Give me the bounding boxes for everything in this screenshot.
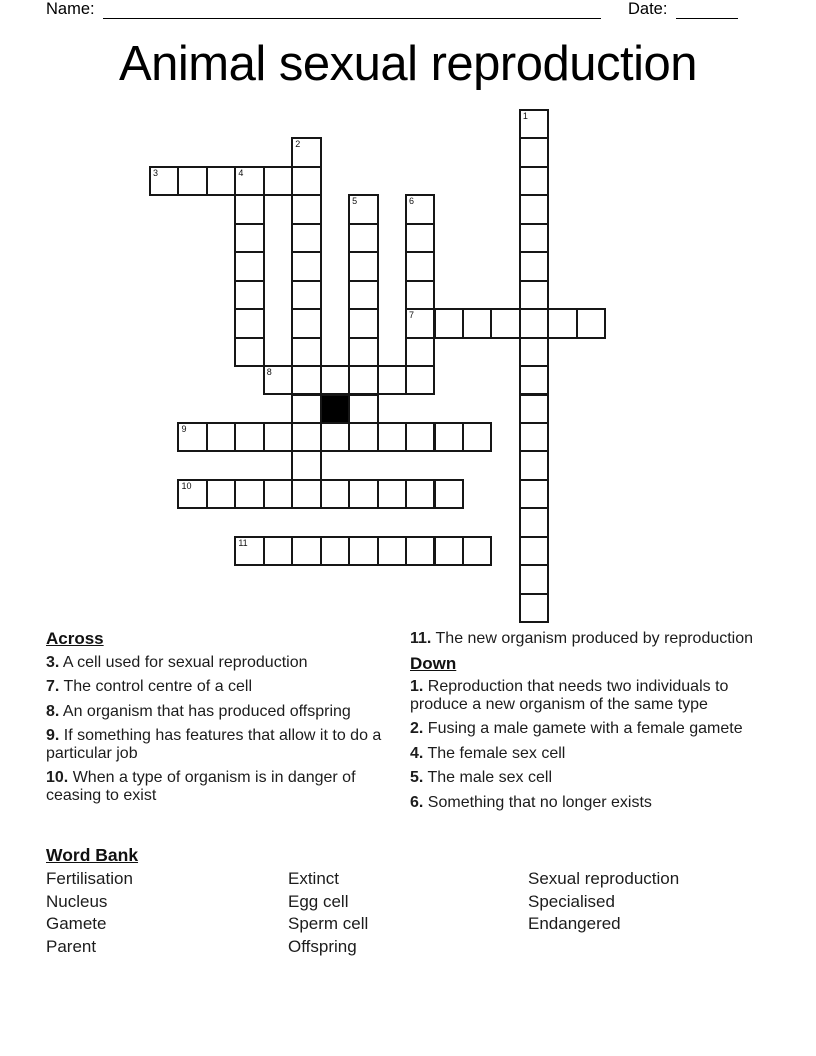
grid-cell[interactable]: [519, 251, 549, 281]
grid-cell[interactable]: [348, 422, 378, 452]
grid-cell[interactable]: [519, 280, 549, 310]
word-bank-item: Extinct: [288, 869, 340, 888]
grid-cell-number: 2: [295, 139, 301, 150]
grid-cell[interactable]: [291, 166, 321, 196]
grid-cell[interactable]: [462, 308, 492, 338]
grid-cell[interactable]: [348, 536, 378, 566]
grid-cell[interactable]: [519, 450, 549, 480]
grid-cell[interactable]: [405, 365, 435, 395]
word-bank-heading: Word Bank: [46, 845, 139, 865]
grid-cell-number: 6: [409, 196, 415, 207]
grid-cell[interactable]: [519, 223, 549, 253]
grid-cell[interactable]: [405, 251, 435, 281]
grid-cell[interactable]: [206, 166, 236, 196]
grid-cell-number: 1: [522, 111, 528, 121]
name-label: Name:: [46, 0, 95, 18]
clue-number: 8.: [46, 702, 60, 720]
grid-cell[interactable]: [206, 479, 236, 509]
word-bank-columns: [46, 868, 766, 963]
grid-cell[interactable]: [462, 422, 492, 452]
grid-cell[interactable]: [519, 422, 549, 452]
grid-cell[interactable]: [434, 536, 464, 566]
grid-cell[interactable]: [291, 450, 321, 480]
grid-cell-number: 4: [238, 167, 244, 178]
clue-number: 5.: [410, 769, 424, 786]
clue-across-11: 11. The new organism produced by reproduction: [410, 630, 754, 647]
grid-cell[interactable]: [377, 365, 407, 395]
grid-cell[interactable]: [348, 308, 378, 338]
word-bank-item: Nucleus: [46, 891, 108, 911]
grid-cell[interactable]: [519, 479, 549, 509]
grid-cell[interactable]: [291, 365, 321, 395]
date-entry-line[interactable]: [676, 1, 738, 19]
word-bank-column-3: [528, 868, 679, 936]
grid-cell[interactable]: [234, 422, 264, 452]
grid-cell[interactable]: [234, 479, 264, 509]
grid-cell[interactable]: [519, 194, 549, 224]
grid-cell[interactable]: [519, 365, 549, 395]
grid-cell[interactable]: [519, 593, 549, 623]
grid-cell[interactable]: [547, 308, 577, 338]
word-bank-column-1: [46, 868, 133, 958]
word-bank-item: Egg cell: [288, 891, 349, 911]
grid-cell[interactable]: [263, 365, 293, 395]
word-bank-item: Parent: [46, 936, 97, 956]
grid-cell[interactable]: [377, 536, 407, 566]
crossword-grid: [150, 110, 610, 626]
grid-cell[interactable]: [291, 194, 321, 224]
grid-cell[interactable]: [519, 337, 549, 367]
grid-cell[interactable]: [434, 479, 464, 509]
grid-cell[interactable]: [320, 422, 350, 452]
down-heading: Down: [410, 653, 457, 673]
page-title: Animal sexual reproduction: [118, 37, 698, 91]
clue-across-10: 10. When a type of organism is in danger of ceasing to exist: [46, 769, 356, 804]
clue-number: 11.: [410, 630, 432, 647]
grid-cell-number: 5: [352, 196, 358, 207]
grid-cell[interactable]: [234, 166, 264, 196]
grid-cell[interactable]: [519, 308, 549, 338]
grid-cell[interactable]: [234, 280, 264, 310]
grid-cell-number: 9: [181, 423, 187, 434]
grid-cell[interactable]: [291, 308, 321, 338]
grid-cell[interactable]: [291, 280, 321, 310]
clue-across-8: 8. An organism that has produced offspring: [46, 702, 351, 720]
grid-cell[interactable]: [462, 536, 492, 566]
grid-cell[interactable]: [348, 479, 378, 509]
grid-cell[interactable]: [234, 223, 264, 253]
across-heading: Across: [46, 629, 104, 648]
grid-cell[interactable]: [434, 308, 464, 338]
grid-cell[interactable]: [348, 280, 378, 310]
clue-number: 7.: [46, 678, 60, 695]
grid-cell[interactable]: [320, 365, 350, 395]
grid-cell[interactable]: [519, 564, 549, 594]
grid-cell[interactable]: [263, 422, 293, 452]
clue-across-9: 9. If something has features that allow it to do a particular job: [46, 727, 382, 762]
grid-cell[interactable]: [291, 422, 321, 452]
grid-cell[interactable]: [519, 109, 549, 139]
grid-cell[interactable]: [377, 422, 407, 452]
grid-cell[interactable]: [291, 394, 321, 424]
grid-cell[interactable]: [320, 479, 350, 509]
grid-cell[interactable]: [291, 223, 321, 253]
grid-cell[interactable]: [234, 337, 264, 367]
grid-cell[interactable]: [320, 536, 350, 566]
grid-cell-number: 3: [153, 167, 159, 178]
grid-cell[interactable]: [177, 479, 207, 509]
word-bank-item: Offspring: [288, 936, 357, 956]
grid-cell[interactable]: [405, 194, 435, 224]
grid-cell[interactable]: [263, 166, 293, 196]
clue-number: 10.: [46, 769, 69, 786]
grid-cell[interactable]: [405, 308, 435, 338]
grid-cell[interactable]: [405, 280, 435, 310]
grid-cell[interactable]: [519, 394, 549, 424]
grid-cell[interactable]: [377, 479, 407, 509]
date-label: Date:: [628, 0, 668, 18]
word-bank-item: Specialised: [528, 891, 615, 911]
grid-cell[interactable]: [519, 507, 549, 537]
grid-cell[interactable]: [348, 223, 378, 253]
grid-cell[interactable]: [291, 479, 321, 509]
grid-cell[interactable]: [348, 394, 378, 424]
grid-cell[interactable]: [490, 308, 520, 338]
grid-cell-number: 11: [238, 537, 248, 548]
word-bank-column-2: [288, 868, 368, 958]
grid-cell[interactable]: [234, 194, 264, 224]
clue-number: 6.: [410, 793, 424, 811]
grid-cell[interactable]: [291, 536, 321, 566]
grid-black-cell: [320, 394, 350, 424]
clue-across-7: 7. The control centre of a cell: [46, 678, 253, 695]
grid-cell-number: 10: [181, 480, 192, 491]
clue-down-1: 1. Reproduction that needs two individuals to produce a new organism of the same type: [410, 678, 729, 713]
clue-number: 1.: [410, 678, 424, 695]
clue-down-6: 6. Something that no longer exists: [410, 793, 652, 811]
grid-cell[interactable]: [348, 194, 378, 224]
grid-cell[interactable]: [263, 536, 293, 566]
grid-cell[interactable]: [519, 536, 549, 566]
grid-cell[interactable]: [405, 422, 435, 452]
grid-cell[interactable]: [177, 422, 207, 452]
grid-cell[interactable]: [291, 137, 321, 167]
grid-cell[interactable]: [405, 223, 435, 253]
word-bank-item: Endangered: [528, 914, 621, 934]
grid-cell[interactable]: [519, 166, 549, 196]
grid-cell[interactable]: [348, 337, 378, 367]
grid-cell[interactable]: [234, 308, 264, 338]
grid-cell[interactable]: [149, 166, 179, 196]
word-bank-item: Sexual reproduction: [528, 869, 680, 888]
grid-cell[interactable]: [405, 479, 435, 509]
grid-cell[interactable]: [291, 337, 321, 367]
grid-cell-number: 7: [409, 310, 415, 321]
word-bank-item: Sperm cell: [288, 914, 369, 934]
clue-down-2: 2. Fusing a male gamete with a female gamete: [410, 720, 743, 737]
grid-cell[interactable]: [348, 251, 378, 281]
grid-cell[interactable]: [576, 308, 606, 338]
name-entry-line[interactable]: [103, 1, 601, 19]
grid-cell[interactable]: [405, 337, 435, 367]
word-bank-item: Gamete: [46, 914, 107, 934]
grid-cell[interactable]: [434, 422, 464, 452]
grid-cell[interactable]: [263, 479, 293, 509]
clue-down-4: 4. The female sex cell: [410, 744, 566, 762]
grid-cell[interactable]: [291, 251, 321, 281]
grid-cell[interactable]: [234, 536, 264, 566]
grid-cell[interactable]: [234, 251, 264, 281]
grid-cell[interactable]: [206, 422, 236, 452]
grid-cell[interactable]: [348, 365, 378, 395]
clue-number: 4.: [410, 744, 424, 762]
clue-across-3: 3. A cell used for sexual reproduction: [46, 653, 308, 671]
clue-number: 9.: [46, 727, 60, 744]
grid-cell[interactable]: [177, 166, 207, 196]
clues-column-left: [46, 630, 398, 811]
clue-number: 3.: [46, 653, 60, 671]
grid-cell-number: 8: [266, 367, 272, 378]
clues-column-right: [410, 630, 760, 818]
clue-number: 2.: [410, 720, 424, 737]
word-bank-item: Fertilisation: [46, 869, 133, 888]
grid-cell[interactable]: [405, 536, 435, 566]
clue-down-5: 5. The male sex cell: [410, 769, 552, 786]
grid-cell[interactable]: [519, 137, 549, 167]
